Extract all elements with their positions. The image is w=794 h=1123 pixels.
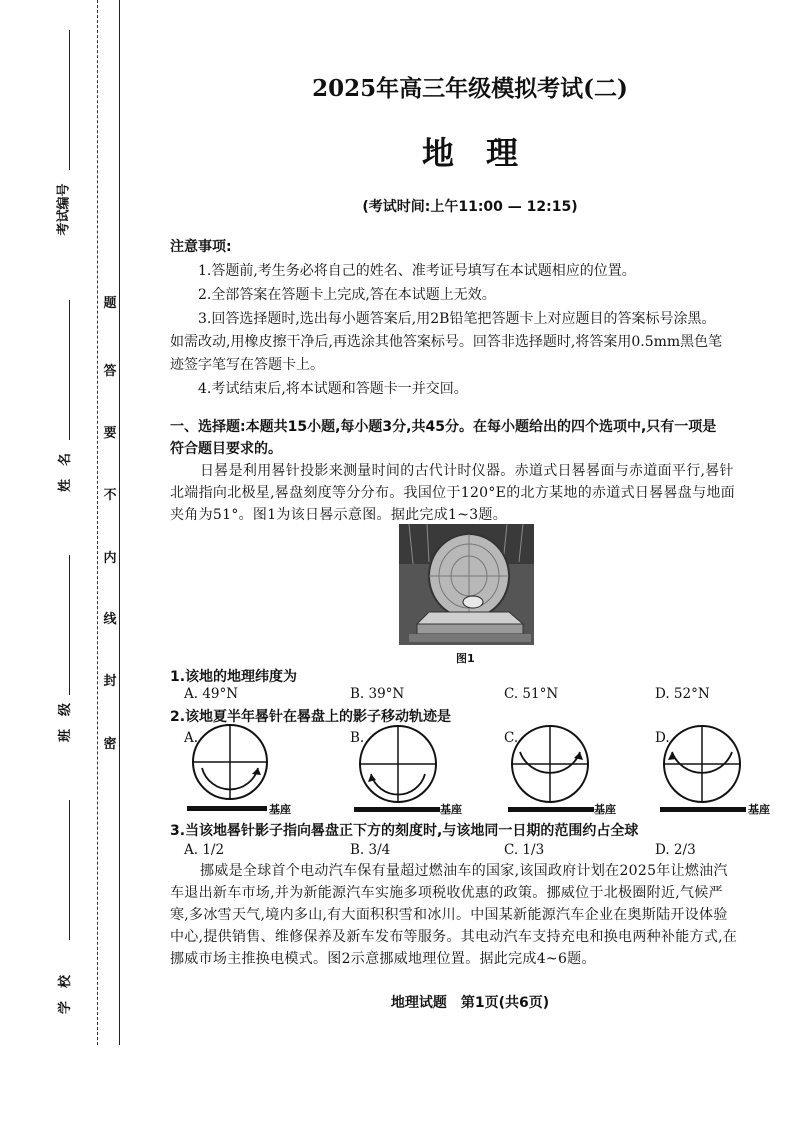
passage2-line: 挪威市场主推换电模式。图2示意挪威地理位置。据此完成4~6题。 [170, 951, 596, 967]
exam-time: (考试时间:上午11:00 — 12:15) [362, 199, 578, 215]
q2-option-c[interactable]: C. [504, 730, 519, 746]
q3-option-a[interactable]: A. 1/2 [184, 842, 225, 858]
name-label: 姓 名 [58, 452, 74, 493]
q3-stem: 3.当该地晷针影子指向晷盘正下方的刻度时,与该地同一日期的范围约占全球 [170, 823, 639, 839]
class-line [69, 555, 70, 695]
q1-stem: 1.该地的地理纬度为 [170, 669, 298, 685]
binding-line-dashed [97, 0, 98, 1045]
seal-char: 密 [103, 737, 117, 752]
seal-char: 内 [103, 551, 117, 566]
seal-char: 线 [103, 612, 117, 627]
seal-char: 要 [103, 426, 117, 441]
q3-option-b[interactable]: B. 3/4 [350, 842, 391, 858]
q1-option-c[interactable]: C. 51°N [504, 686, 559, 702]
section1-heading-cont: 符合题目要求的。 [170, 441, 282, 457]
base-label-d: 基座 [748, 803, 770, 816]
figure1-caption: 图1 [456, 652, 475, 665]
base-label-b: 基座 [440, 803, 462, 816]
passage2-line: 寒,多冰雪天气,境内多山,有大面积积雪和冰川。中国某新能源汽车企业在奥斯陆开设体验 [170, 907, 728, 923]
seal-char: 答 [103, 364, 117, 379]
notice-item: 3.回答选择题时,选出每小题答案后,用2B铅笔把答题卡上对应题目的答案标号涂黑。 [198, 311, 716, 327]
notice-item: 1.答题前,考生务必将自己的姓名、准考证号填写在本试题相应的位置。 [198, 263, 636, 279]
passage1-line: 北端指向北极星,晷盘刻度等分分布。我国位于120°E的北方某地的赤道式日晷晷盘与地面 [170, 485, 735, 501]
sundial-photo [399, 524, 534, 645]
q2-option-b[interactable]: B. [350, 730, 365, 746]
notice-item: 2.全部答案在答题卡上完成,答在本试题上无效。 [198, 287, 496, 303]
q3-option-c[interactable]: C. 1/3 [504, 842, 545, 858]
q2-stem: 2.该地夏半年晷针在晷盘上的影子移动轨迹是 [170, 709, 452, 725]
notice-item: 迹签字笔写在答题卡上。 [170, 357, 324, 373]
q1-option-b[interactable]: B. 39°N [350, 686, 405, 702]
page-footer: 地理试题 第1页(共6页) [390, 995, 550, 1011]
passage2-line: 车退出新车市场,并为新能源汽车实施多项税收优惠的政策。挪威位于北极圈附近,气候严 [170, 885, 723, 901]
school-label: 学 校 [58, 974, 74, 1015]
seal-char: 封 [103, 674, 117, 689]
binding-line-solid [119, 0, 120, 1045]
class-label: 班 级 [58, 702, 74, 743]
seal-char: 不 [103, 488, 117, 503]
base-label-a: 基座 [269, 803, 291, 816]
exam-title: 2025年高三年级模拟考试(二) [312, 75, 628, 102]
q1-option-a[interactable]: A. 49°N [184, 686, 239, 702]
exam-number-line [69, 30, 70, 170]
q2-option-a[interactable]: A. [184, 730, 199, 746]
notice-item: 如需改动,用橡皮擦干净后,再选涂其他答案标号。回答非选择题时,将答案用0.5mm黑色笔 [170, 334, 723, 350]
passage1-line: 日晷是利用晷针投影来测量时间的古代计时仪器。赤道式日晷晷面与赤道面平行,晷针 [200, 463, 734, 479]
passage2-line: 中心,提供销售、维修保养及新车发布等服务。其电动汽车支持充电和换电两种补能方式,在 [170, 929, 738, 945]
notice-item: 4.考试结束后,将本试题和答题卡一并交回。 [198, 381, 468, 397]
q2-dial-a[interactable] [182, 722, 332, 817]
q3-option-d[interactable]: D. 2/3 [655, 842, 696, 858]
passage2-line: 挪威是全球首个电动汽车保有量超过燃油车的国家,该国政府计划在2025年让燃油汽 [200, 863, 728, 879]
name-line [69, 300, 70, 440]
subject-title: 地 理 [421, 134, 518, 172]
q1-option-d[interactable]: D. 52°N [655, 686, 710, 702]
section1-heading: 一、选择题:本题共15小题,每小题3分,共45分。在每小题给出的四个选项中,只有一项是 [170, 419, 717, 435]
exam-number-label: 考试编号 [56, 183, 72, 236]
school-line [69, 800, 70, 940]
base-label-c: 基座 [594, 803, 616, 816]
passage1-line: 夹角为51°。图1为该日晷示意图。据此完成1~3题。 [170, 507, 508, 523]
notice-heading: 注意事项: [170, 239, 232, 255]
q2-option-d[interactable]: D. [655, 730, 670, 746]
seal-char: 题 [103, 296, 117, 311]
